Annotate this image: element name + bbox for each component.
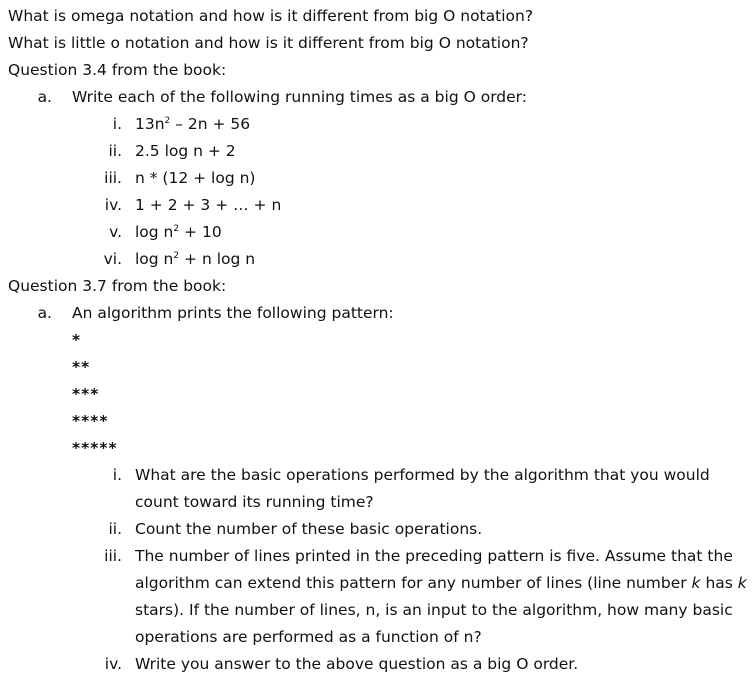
q37-a-text: An algorithm prints the following pattern: (72, 304, 394, 322)
q34-item-marker: i. (112, 115, 122, 133)
q34-item-marker: iii. (104, 169, 122, 187)
q37-iii-line: algorithm can extend this pattern for any number of lines (line number k has k (135, 574, 747, 592)
q37-ii-marker: ii. (108, 520, 122, 538)
q37-iii-line: The number of lines printed in the preceding pattern is five. Assume that the (135, 547, 733, 565)
q34-a-text: Write each of the following running times as a big O order: (72, 88, 528, 106)
question-omega: What is omega notation and how is it different from big O notation? (8, 7, 534, 25)
q37-iii-marker: iii. (104, 547, 122, 565)
pattern-line: ***** (72, 439, 118, 457)
q34-item-marker: vi. (103, 250, 122, 268)
q34-heading: Question 3.4 from the book: (8, 61, 227, 79)
q34-item: $13n^2 - 2n + 56$ (135, 115, 251, 133)
q34-item: 1 + 2 + 3 + … + n (135, 196, 282, 214)
q34-item-marker: iv. (104, 196, 122, 214)
pattern-line: ** (72, 358, 91, 376)
q34-item: $\log n^2 + n$ log n (135, 250, 256, 268)
q37-iii-line: operations are performed as a function of n? (135, 628, 482, 646)
q37-iv-marker: iv. (104, 655, 122, 673)
q37-i-line: What are the basic operations performed by the algorithm that you would (135, 466, 710, 484)
q37-iv-line: Write you answer to the above question as a big O order. (135, 655, 579, 673)
q37-i-marker: i. (112, 466, 122, 484)
q37-a-marker: a. (37, 304, 52, 322)
q34-item: $\log n^2 + 10$ (135, 223, 222, 241)
q37-iii-line: stars). If the number of lines, n, is an input to the algorithm, how many basic (135, 601, 733, 619)
q34-item-marker: ii. (108, 142, 122, 160)
q37-heading: Question 3.7 from the book: (8, 277, 227, 295)
q34-item: 2.5 log n + 2 (135, 142, 236, 160)
q34-a-marker: a. (37, 88, 52, 106)
question-little-o: What is little o notation and how is it different from big O notation? (8, 34, 529, 52)
q37-ii-line: Count the number of these basic operations. (135, 520, 483, 538)
pattern-line: *** (72, 385, 100, 403)
q34-item: n * (12 + log n) (135, 169, 256, 187)
pattern-line: **** (72, 412, 109, 430)
pattern-line: * (72, 331, 82, 349)
q37-i-line: count toward its running time? (135, 493, 374, 511)
q34-item-marker: v. (109, 223, 122, 241)
